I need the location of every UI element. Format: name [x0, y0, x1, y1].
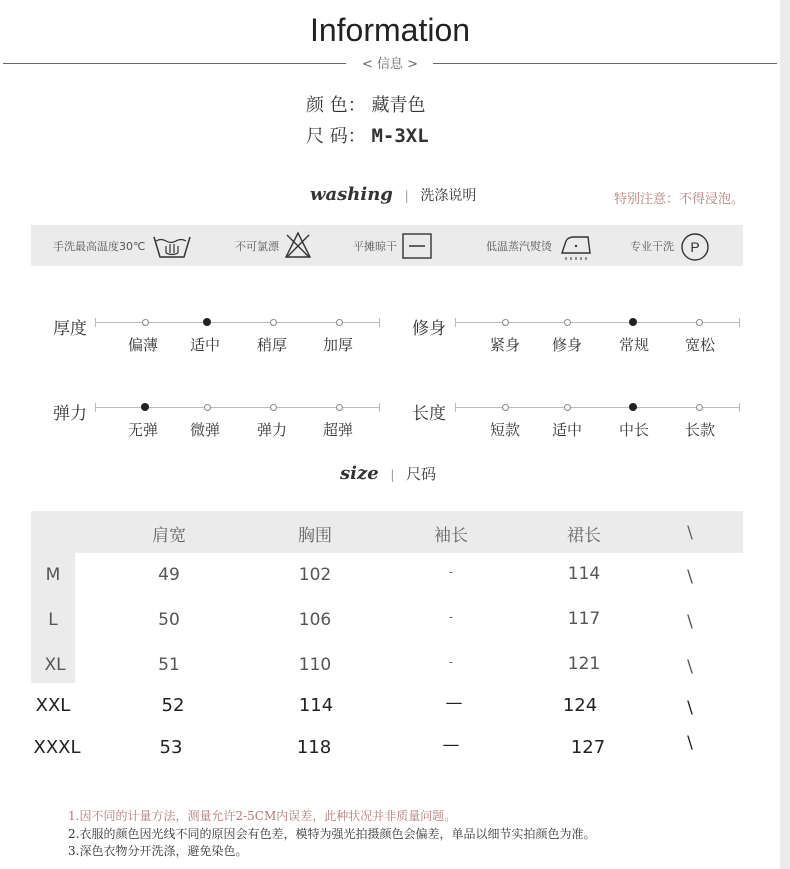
scale-dot-length-2 — [629, 403, 637, 411]
scale-dot-thickness-3 — [336, 319, 343, 326]
scale-dot-elasticity-0 — [141, 403, 149, 411]
table-cell: — — [442, 735, 460, 755]
washing-sep: | — [404, 189, 409, 203]
scrollbar[interactable] — [780, 0, 790, 869]
table-cell: 49 — [158, 565, 180, 585]
size-section-label: 尺码 — [406, 465, 437, 483]
size-label: 尺 码： — [306, 126, 366, 147]
title-rule-right — [433, 63, 777, 64]
size-label-l: L — [48, 610, 58, 630]
scale-dot-length-3 — [696, 404, 703, 411]
table-cell: \ — [687, 567, 693, 587]
note-3: 3.深色衣物分开洗涤，避免染色。 — [68, 844, 248, 858]
color-label: 颜 色： — [306, 95, 366, 116]
note-2: 2.衣服的颜色因光线不同的原因会有色差，模特为强光拍摄颜色会偏差，单品以细节实拍颜色为准。 — [68, 826, 596, 841]
table-cell: - — [448, 655, 454, 670]
table-cell: 50 — [158, 610, 180, 630]
scale-label-length: 长度 — [412, 404, 446, 424]
table-cell: 114 — [567, 564, 601, 584]
table-cell: - — [448, 610, 454, 625]
scale-dot-thickness-1 — [203, 318, 211, 326]
scale-opt-thickness-0: 偏薄 — [128, 336, 159, 354]
scale-dot-length-1 — [564, 404, 571, 411]
dry-flat-icon — [402, 233, 432, 259]
washing-heading — [310, 184, 476, 205]
page-title: Information — [309, 12, 471, 48]
table-cell: 110 — [298, 655, 332, 675]
notes-block — [68, 808, 595, 861]
scale-dot-fit-3 — [696, 319, 703, 326]
table-cell: 102 — [298, 565, 332, 585]
scale-opt-fit-2: 常规 — [619, 336, 650, 354]
scale-label-elasticity: 弹力 — [53, 404, 87, 424]
table-cell: \ — [687, 612, 693, 632]
scale-opt-elasticity-0: 无弹 — [128, 421, 159, 439]
scale-dot-elasticity-3 — [336, 404, 343, 411]
col-header-sleeve: 袖长 — [434, 526, 468, 546]
scale-opt-thickness-2: 稍厚 — [257, 336, 288, 354]
col-header-shoulder: 肩宽 — [152, 526, 186, 546]
scale-opt-fit-1: 修身 — [552, 336, 583, 354]
size-label-xxl: XXL — [35, 695, 71, 716]
scale-opt-thickness-1: 适中 — [190, 336, 221, 354]
size-label-xxxl: XXXL — [33, 737, 81, 758]
size-script: size — [340, 463, 379, 484]
table-cell: \ — [687, 657, 693, 677]
scale-opt-fit-3: 宽松 — [685, 336, 716, 354]
table-cell: 124 — [562, 695, 598, 716]
washing-label: 洗涤说明 — [420, 188, 477, 204]
scale-label-fit: 修身 — [412, 319, 446, 339]
scale-opt-length-3: 长款 — [685, 421, 716, 439]
scale-opt-length-2: 中长 — [619, 421, 650, 439]
handwash-icon — [152, 231, 192, 261]
dry-clean-glyph: P — [690, 239, 700, 255]
note-1: 1.因不同的计量方法，测量允许2-5CM内误差，此种状况并非质量问题。 — [68, 809, 457, 823]
scale-dot-fit-2 — [629, 318, 637, 326]
washing-script: washing — [310, 184, 393, 205]
color-row — [306, 91, 425, 117]
col-header-extra: \ — [687, 523, 693, 543]
col-header-chest: 胸围 — [298, 526, 332, 546]
scale-dot-elasticity-2 — [270, 404, 277, 411]
scale-opt-thickness-3: 加厚 — [323, 336, 354, 354]
steam-iron-icon — [560, 231, 592, 261]
scale-dot-thickness-2 — [270, 319, 277, 326]
dry-clean-p-icon — [680, 232, 710, 262]
page-subtitle: < 信息 > — [361, 57, 419, 72]
scale-dot-elasticity-1 — [204, 404, 211, 411]
table-cell: 52 — [161, 695, 185, 716]
care-label-dry-flat: 平摊晾干 — [353, 240, 397, 253]
scale-opt-elasticity-3: 超弹 — [323, 421, 354, 439]
scale-opt-elasticity-2: 弹力 — [257, 421, 288, 439]
scale-dot-fit-0 — [502, 319, 509, 326]
size-label-xl: XL — [44, 655, 66, 675]
table-cell: 118 — [296, 737, 332, 758]
table-cell: 114 — [298, 695, 334, 716]
col-header-skirt-length: 裙长 — [567, 526, 601, 546]
color-value: 藏青色 — [371, 95, 426, 116]
table-cell: \ — [687, 733, 693, 753]
table-cell: 127 — [570, 737, 606, 758]
size-value: M-3XL — [371, 125, 429, 147]
scale-dot-length-0 — [502, 404, 509, 411]
scale-dot-thickness-0 — [142, 319, 149, 326]
title-rule-left — [3, 63, 346, 64]
care-label-dry-clean: 专业干洗 — [630, 240, 674, 253]
no-bleach-icon — [284, 231, 312, 259]
table-cell: - — [448, 565, 454, 580]
care-label-steam-iron: 低温蒸汽熨烫 — [486, 240, 552, 253]
washing-note: 特别注意：不得浸泡。 — [614, 192, 745, 207]
table-cell: — — [445, 693, 463, 713]
table-cell: 121 — [567, 654, 601, 674]
scale-opt-length-0: 短款 — [490, 421, 521, 439]
care-label-handwash: 手洗最高温度30℃ — [53, 240, 146, 253]
size-sep: | — [390, 468, 395, 482]
table-cell: 106 — [298, 610, 332, 630]
scale-dot-fit-1 — [564, 319, 571, 326]
size-label-m: M — [45, 565, 61, 585]
scale-opt-elasticity-1: 微弹 — [190, 421, 221, 439]
table-cell: 53 — [159, 737, 183, 758]
size-row — [306, 122, 429, 148]
scale-opt-fit-0: 紧身 — [490, 336, 521, 354]
table-cell: 117 — [567, 609, 601, 629]
table-cell: 51 — [158, 655, 180, 675]
scale-opt-length-1: 适中 — [552, 421, 583, 439]
care-label-no-bleach: 不可氯漂 — [235, 240, 279, 253]
table-cell: \ — [687, 698, 693, 718]
scale-label-thickness: 厚度 — [53, 319, 87, 339]
size-heading — [340, 463, 436, 484]
